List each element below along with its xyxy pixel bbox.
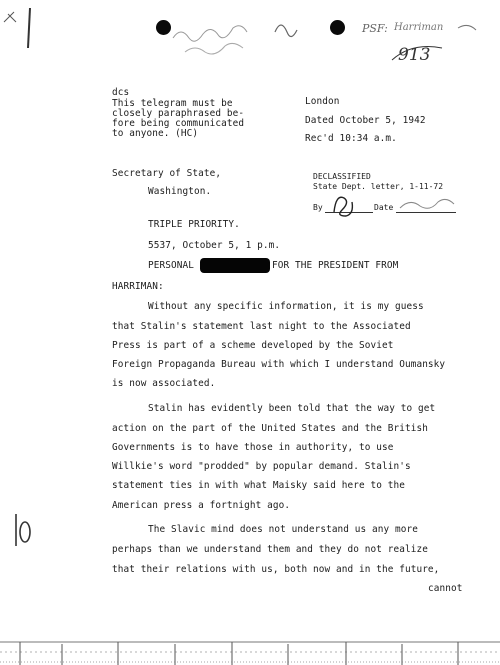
- notice-line: closely paraphrased be-: [112, 108, 245, 119]
- addressee-line: Secretary of State,: [112, 168, 222, 179]
- addressee-line: Washington.: [148, 186, 212, 197]
- header-code: dcs: [112, 87, 130, 98]
- corner-mark: [0, 0, 60, 60]
- declassified-title: DECLASSIFIED: [313, 172, 371, 181]
- body-line: that Stalin's statement last night to the Associated: [112, 321, 411, 332]
- received-line: Rec'd 10:34 a.m.: [305, 133, 397, 144]
- notice-line: fore being communicated: [112, 118, 245, 129]
- punch-hole-right: [330, 20, 345, 35]
- body-line: Foreign Propaganda Bureau with which I understand Oumansky: [112, 359, 446, 370]
- notice-line: This telegram must be: [112, 98, 233, 109]
- body-line: Willkie's word "prodded" by popular demand. Stalin's: [112, 461, 411, 472]
- declassified-by-label: By: [313, 203, 323, 212]
- margin-number: [8, 510, 34, 552]
- svg-text:913: 913: [398, 45, 431, 65]
- redaction-bar: [200, 258, 270, 273]
- handwritten-notes: [165, 8, 315, 63]
- body-line: Governments is to have those in authority, to use: [112, 442, 394, 453]
- declassified-date-line: [396, 212, 456, 213]
- body-line: is now associated.: [112, 378, 216, 389]
- continuation-word: cannot: [428, 583, 463, 594]
- body-line: The Slavic mind does not understand us any more: [148, 524, 418, 535]
- body-line: statement ties in with what Maisky said here to the: [112, 480, 405, 491]
- svg-text:Harriman: Harriman: [394, 22, 444, 33]
- signature-initials: [328, 190, 358, 220]
- dated-line: Dated October 5, 1942: [305, 115, 426, 126]
- notice-line: to anyone. (HC): [112, 128, 199, 139]
- origin-place: London: [305, 96, 340, 107]
- priority-line: TRIPLE PRIORITY.: [148, 219, 240, 230]
- declassified-date-label: Date: [374, 203, 394, 212]
- personal-suffix: FOR THE PRESIDENT FROM: [272, 260, 399, 271]
- svg-text:PSF:: PSF:: [362, 22, 388, 35]
- declassified-date-value: [398, 196, 458, 212]
- sender-line: HARRIMAN:: [112, 281, 164, 292]
- personal-prefix: PERSONAL: [148, 260, 194, 271]
- declassified-authority: State Dept. letter, 1-11-72: [313, 182, 444, 191]
- body-line: action on the part of the United States and the British: [112, 423, 428, 434]
- body-line: Without any specific information, it is my guess: [148, 301, 424, 312]
- message-number: 5537, October 5, 1 p.m.: [148, 240, 281, 251]
- body-line: Press is part of a scheme developed by the Soviet: [112, 340, 394, 351]
- body-line: perhaps than we understand them and they do not realize: [112, 544, 428, 555]
- file-annotation: [360, 8, 495, 68]
- body-line: Stalin has evidently been told that the way to get: [148, 403, 436, 414]
- body-line: American press a fortnight ago.: [112, 500, 291, 511]
- page-edge-noise: [0, 638, 500, 665]
- body-line: that their relations with us, both now and in the future,: [112, 564, 440, 575]
